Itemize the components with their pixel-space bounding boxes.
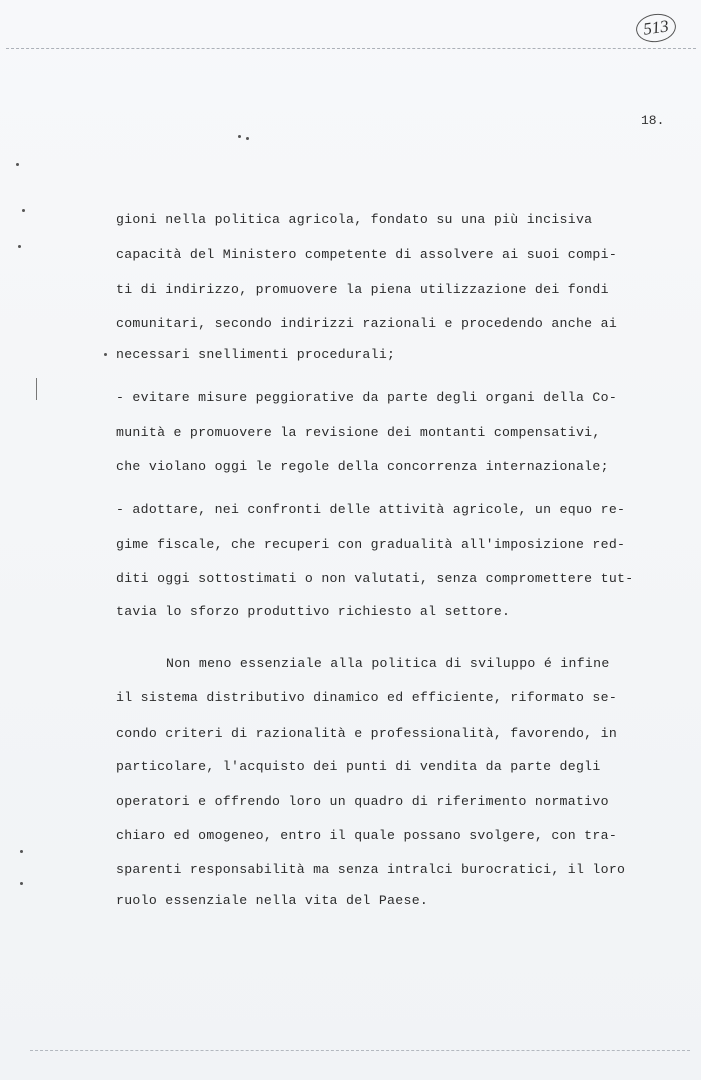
text-line: chiaro ed omogeneo, entro il quale possano svolgere, con tra-	[116, 828, 618, 843]
text-line: necessari snellimenti procedurali;	[116, 347, 396, 362]
scan-speck	[20, 882, 23, 885]
text-line: operatori e offrendo loro un quadro di riferimento normativo	[116, 794, 609, 809]
text-line: munità e promuovere la revisione dei montanti compensativi,	[116, 425, 601, 440]
text-line: comunitari, secondo indirizzi razionali e procedendo anche ai	[116, 316, 618, 331]
scan-speck	[238, 135, 241, 138]
scan-speck	[22, 209, 25, 212]
top-scan-rule	[6, 48, 696, 49]
scan-speck	[16, 163, 19, 166]
bottom-scan-rule	[30, 1050, 690, 1051]
text-line: gime fiscale, che recuperi con gradualità all'imposizione red-	[116, 537, 626, 552]
text-line: che violano oggi le regole della concorrenza internazionale;	[116, 459, 609, 474]
scan-speck	[104, 353, 107, 356]
text-line: capacità del Ministero competente di assolvere ai suoi compi-	[116, 247, 618, 262]
text-line: diti oggi sottostimati o non valutati, senza compromettere tut-	[116, 571, 634, 586]
scan-mark	[36, 378, 37, 400]
text-line: particolare, l'acquisto dei punti di vendita da parte degli	[116, 759, 601, 774]
text-line: il sistema distributivo dinamico ed efficiente, riformato se-	[116, 690, 618, 705]
text-line: gioni nella politica agricola, fondato su una più incisiva	[116, 212, 593, 227]
scan-speck	[18, 245, 21, 248]
text-line: sparenti responsabilità ma senza intralci burocratici, il loro	[116, 862, 626, 877]
page-number: 18.	[641, 113, 665, 128]
scan-speck	[20, 850, 23, 853]
text-line: - evitare misure peggiorative da parte degli organi della Co-	[116, 390, 618, 405]
text-line: Non meno essenziale alla politica di sviluppo é infine	[166, 656, 610, 671]
text-line: tavia lo sforzo produttivo richiesto al settore.	[116, 604, 511, 619]
text-line: ti di indirizzo, promuovere la piena utilizzazione dei fondi	[116, 282, 609, 297]
text-line: condo criteri di razionalità e professionalità, favorendo, in	[116, 726, 618, 741]
text-line: - adottare, nei confronti delle attività agricole, un equo re-	[116, 502, 626, 517]
scan-speck	[246, 137, 249, 140]
text-line: ruolo essenziale nella vita del Paese.	[116, 893, 429, 908]
archive-stamp: 513	[634, 11, 678, 44]
